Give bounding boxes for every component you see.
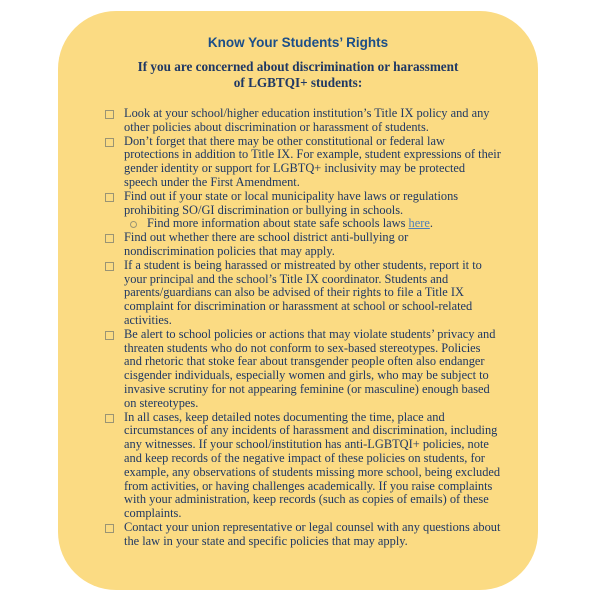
item-text: Find out if your state or local municipality have laws or regulations prohibiting SO/GI discrimination or bullying in schools. (124, 188, 459, 217)
card-title: Know Your Students’ Rights (207, 35, 389, 50)
square-bullet-icon (105, 138, 114, 147)
item-text: Find out whether there are school district anti-bullying or nondiscrimination policies that may apply. (124, 230, 409, 258)
list-item (105, 135, 501, 190)
square-bullet-icon (105, 234, 114, 243)
bullet-column (105, 521, 124, 533)
list-item (105, 107, 501, 135)
square-bullet-icon (105, 193, 114, 202)
item-text: In all cases, keep detailed notes documenting the time, place and circumstances of any incidents of harassment and discrimination, including any witnesses. If your school/institution has anti-LGBTQI+ policies, note and keep records of the negative impact of these policies on students, for example, any observations of students missing more school, being excluded from activities, or having challenges academically. If you raise complaints with your administration, keep records (such as copies of emails) of these complaints. (124, 409, 501, 521)
bullet-column (105, 231, 124, 243)
bullet-column (105, 107, 124, 119)
subtitle-line-2: of LGBTQI+ students: (233, 74, 363, 90)
square-bullet-icon (105, 331, 114, 340)
bullet-column (105, 190, 124, 202)
list-item (105, 411, 501, 521)
rights-card (58, 11, 538, 590)
bullet-column (105, 328, 124, 340)
list-item (105, 328, 501, 411)
item-text: If a student is being harassed or mistreated by other students, report it to your principal and the school’s Title IX coordinator. Students and parents/guardians can also be advised of their rights to file a Title IX complaint for discrimination or harassment at school or school-related activities. (124, 257, 482, 327)
bullet-column (105, 259, 124, 271)
sub-list-item (129, 217, 501, 231)
sub-bullet-column (129, 217, 147, 228)
bullet-column (105, 135, 124, 147)
bullet-column (105, 411, 124, 423)
rights-list (105, 107, 501, 549)
item-text: Look at your school/higher education institution’s Title IX policy and any other policies about discrimination or harassment of students. (124, 106, 490, 134)
item-text: Contact your union representative or legal counsel with any questions about the law in your state and specific policies that may apply. (124, 519, 501, 548)
subtitle-line-1: If you are concerned about discrimination or harassment (137, 59, 459, 74)
card-subtitle (105, 59, 491, 90)
square-bullet-icon (105, 110, 114, 119)
safe-schools-link[interactable]: here (408, 216, 430, 231)
list-item (105, 521, 501, 549)
square-bullet-icon (105, 414, 114, 423)
circle-bullet-icon (130, 221, 137, 228)
sub-item-suffix: . (429, 216, 433, 231)
list-item (105, 231, 501, 259)
item-text: Be alert to school policies or actions that may violate students’ privacy and threaten students who do not conform to sex-based stereotypes. Policies and rhetoric that stoke fear about transgender people often also endanger cisgender individuals, especially women and girls, who may be subject to invasive scrutiny for not appearing feminine (or masculine) enough based on stereotypes. (124, 326, 496, 410)
item-text: Don’t forget that there may be other constitutional or federal law protections in addition to Title IX. For example, student expressions of their gender identity or support for LGBTQ+ inclusivity may be protected speech under the First Amendment. (124, 133, 501, 189)
sub-item-text (147, 217, 501, 231)
list-item (105, 259, 501, 328)
sub-item-prefix: Find more information about state safe schools laws (147, 216, 409, 231)
square-bullet-icon (105, 262, 114, 271)
list-item (105, 190, 501, 218)
square-bullet-icon (105, 524, 114, 533)
